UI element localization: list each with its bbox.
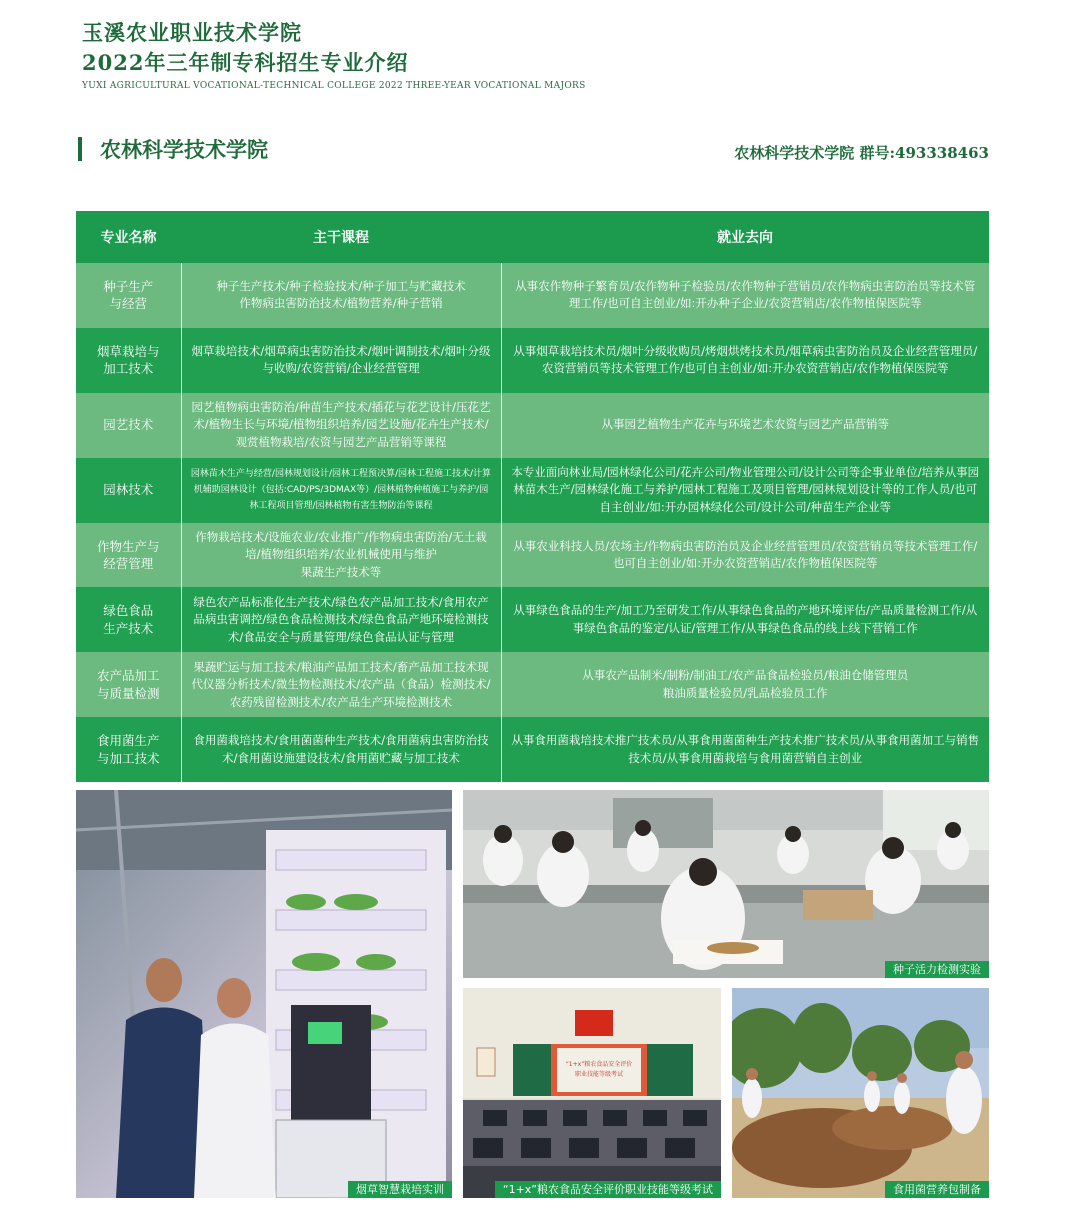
major-courses: 园艺植物病虫害防治/种苗生产技术/插花与花艺设计/压花艺术/植物生长与环境/植物组织培养/园艺设施/花卉生产技术/观赏植物栽培/农资与园艺产品营销等课程 [181, 393, 501, 458]
flag-icon [575, 1010, 613, 1036]
photo-exam-computer-lab [463, 988, 721, 1198]
photo-tobacco-cultivation-illustration [76, 790, 452, 1198]
table-row [76, 458, 989, 523]
major-courses: 作物栽培技术/设施农业/农业推广/作物病虫害防治/无土栽培/植物组织培养/农业机械使用与维护 果蔬生产技术等 [181, 523, 501, 588]
screen-text-line-2: 职业技能等级考试 [574, 1071, 624, 1078]
table-row [76, 328, 989, 393]
major-jobs: 从事园艺植物生产花卉与环境艺术农资与园艺产品营销等 [501, 393, 989, 458]
major-jobs: 本专业面向林业局/园林绿化公司/花卉公司/物业管理公司/设计公司等企事业单位/培养从事园林苗木生产/园林绿化施工与养护/园林工程施工及项目管理/园林规划设计等的工作人员/也可自主创业/如:开办园林绿化公司/设计公司/种苗生产企业等 [501, 458, 989, 523]
photo-seed-vigor-lab-illustration [463, 790, 989, 978]
photo-caption: 食用菌营养包制备 [885, 1181, 989, 1198]
major-courses: 食用菌栽培技术/食用菌菌种生产技术/食用菌病虫害防治技术/食用菌设施建设技术/食用菌贮藏与加工技术 [181, 717, 501, 782]
section-accent-bar [78, 137, 82, 161]
major-courses: 烟草栽培技术/烟草病虫害防治技术/烟叶调制技术/烟叶分级与收购/农资营销/企业经营管理 [181, 328, 501, 393]
major-jobs: 从事农产品制米/制粉/制油工/农产品食品检验员/粮油仓储管理员 粮油质量检验员/乳品检验员工作 [501, 652, 989, 717]
column-header-courses: 主干课程 [181, 211, 501, 263]
group-info: 农林科学技术学院 群号:493338463 [734, 144, 989, 162]
table-row [76, 652, 989, 717]
major-jobs: 从事烟草栽培技术员/烟叶分级收购员/烤烟烘烤技术员/烟草病虫害防治员及企业经营管理员/农资营销员等技术管理工作/也可自主创业/如:开办农资营销店/农作物植保医院等 [501, 328, 989, 393]
table-row [76, 717, 989, 782]
photo-fungi-substrate [732, 988, 989, 1198]
major-name: 烟草栽培与 加工技术 [76, 328, 181, 393]
major-name: 园艺技术 [76, 393, 181, 458]
major-jobs: 从事农业科技人员/农场主/作物病虫害防治员及企业经营管理员/农资营销员等技术管理工作/也可自主创业/如:开办农资营销店/农作物植保医院等 [501, 523, 989, 588]
major-name: 绿色食品 生产技术 [76, 587, 181, 652]
major-courses: 园林苗木生产与经营/园林规划设计/园林工程预决算/园林工程施工技术/计算机辅助园林设计（包括:CAD/PS/3DMAX等）/园林植物种植施工与养护/园林工程项目管理/园林植物有害生物防治等课程 [181, 458, 501, 523]
column-header-jobs: 就业去向 [501, 211, 989, 263]
major-courses: 种子生产技术/种子检验技术/种子加工与贮藏技术 作物病虫害防治技术/植物营养/种子营销 [181, 263, 501, 328]
major-courses: 绿色农产品标准化生产技术/绿色农产品加工技术/食用农产品病虫害调控/绿色食品检测技术/绿色食品产地环境检测技术/食品安全与质量管理/绿色食品认证与管理 [181, 587, 501, 652]
table-row [76, 393, 989, 458]
section-title: 农林科学技术学院 [100, 137, 268, 162]
column-header-major: 专业名称 [76, 211, 181, 263]
major-name: 种子生产 与经营 [76, 263, 181, 328]
major-jobs: 从事绿色食品的生产/加工乃至研发工作/从事绿色食品的产地环境评估/产品质量检测工作/从事绿色食品的鉴定/认证/管理工作/从事绿色食品的线上线下营销工作 [501, 587, 989, 652]
major-jobs: 从事农作物种子繁育员/农作物种子检验员/农作物种子营销员/农作物病虫害防治员等技术管理工作/也可自主创业/如:开办种子企业/农资营销店/农作物植保医院等 [501, 263, 989, 328]
photo-tobacco-cultivation [76, 790, 452, 1198]
table-header-row [76, 211, 989, 263]
major-jobs: 从事食用菌栽培技术推广技术员/从事食用菌菌种生产技术推广技术员/从事食用菌加工与销售技术员/从事食用菌栽培与食用菌营销自主创业 [501, 717, 989, 782]
major-name: 园林技术 [76, 458, 181, 523]
major-courses: 果蔬贮运与加工技术/粮油产品加工技术/畜产品加工技术现代仪器分析技术/微生物检测技术/农产品（食品）检测技术/农药残留检测技术/农产品生产环境检测技术 [181, 652, 501, 717]
screen-text-line-1: “1+x”粮农食品安全评价 [565, 1061, 633, 1068]
english-subtitle: YUXI AGRICULTURAL VOCATIONAL-TECHNICAL COLLEGE 2022 THREE-YEAR VOCATIONAL MAJORS [82, 81, 586, 91]
photo-caption: “1+x”粮农食品安全评价职业技能等级考试 [495, 1181, 721, 1198]
table-row [76, 523, 989, 588]
table-row [76, 587, 989, 652]
photo-fungi-substrate-illustration [732, 988, 989, 1198]
table-row [76, 263, 989, 328]
photo-caption: 烟草智慧栽培实训 [348, 1181, 452, 1198]
college-name: 玉溪农业职业技术学院 [82, 20, 302, 45]
photo-exam-computer-lab-illustration [463, 988, 721, 1198]
major-name: 食用菌生产 与加工技术 [76, 717, 181, 782]
photo-seed-vigor-lab [463, 790, 989, 978]
majors-table [76, 211, 989, 782]
brochure-title: 2022年三年制专科招生专业介绍 [82, 50, 409, 75]
major-name: 作物生产与 经营管理 [76, 523, 181, 588]
header [82, 18, 586, 91]
major-name: 农产品加工 与质量检测 [76, 652, 181, 717]
photo-caption: 种子活力检测实验 [885, 961, 989, 978]
